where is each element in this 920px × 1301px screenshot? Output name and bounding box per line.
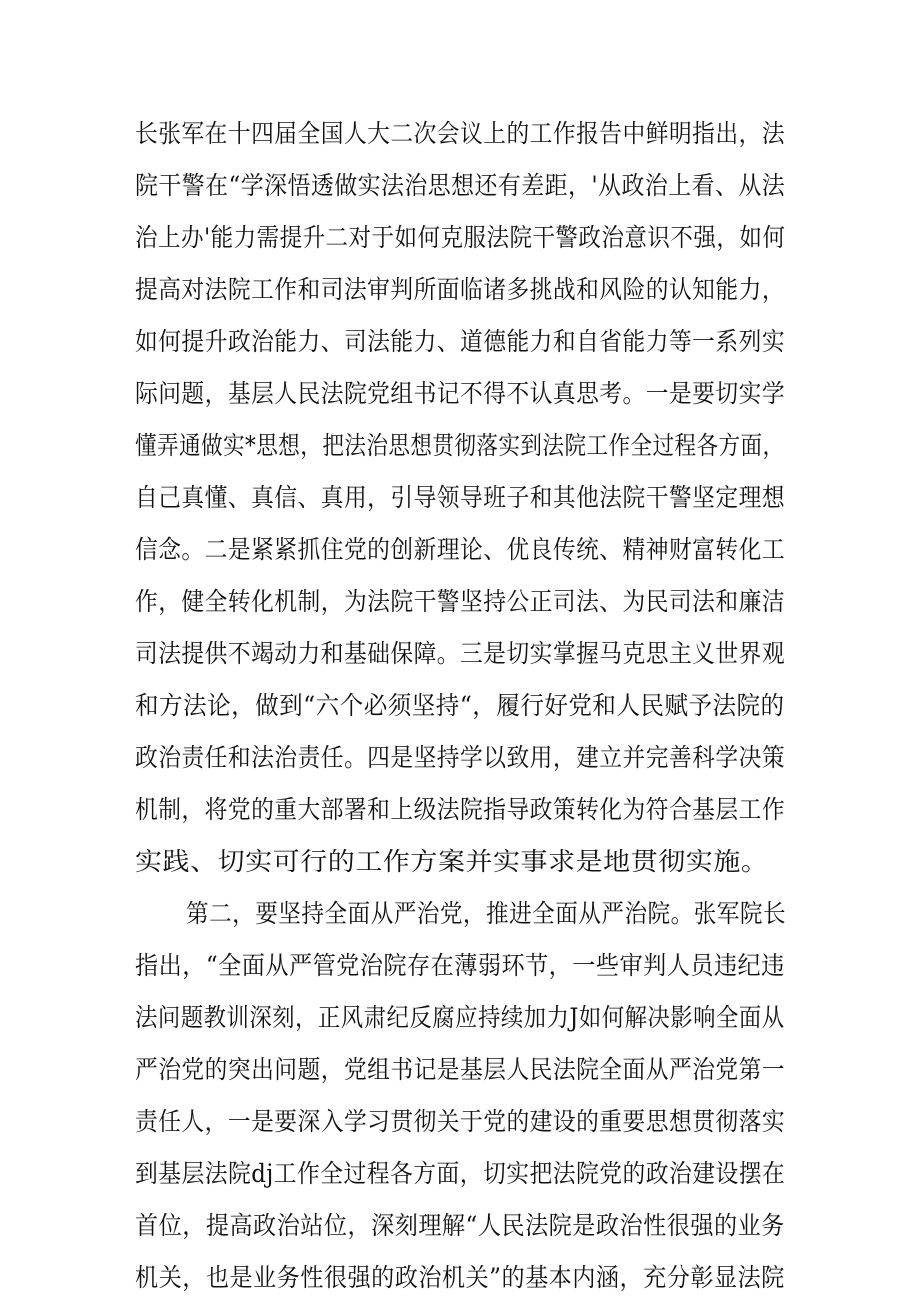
paragraph-first-line: 第二，要坚持全面从严治党，推进全面从严治院。张军院长 [186, 899, 787, 928]
text-line: 信念。二是紧紧抓住党的创新理论、优良传统、精神财富转化工 [135, 535, 786, 564]
text-line: 严治党的突出问题，党组书记是基层人民法院全面从严治党第一 [135, 1055, 786, 1084]
text-line: 法问题教训深刻，正风肃纪反腐应持续加力J如何解决影响全面从 [135, 1003, 785, 1032]
text-line: 首位，提高政治站位，深刻理解“人民法院是政治性很强的业务 [135, 1211, 785, 1240]
text-line: 到基层法院dj工作全过程各方面，切实把法院党的政治建设摆在 [135, 1159, 786, 1188]
text-line: 治上办'能力需提升二对于如何克服法院干警政治意识不强，如何 [135, 223, 786, 252]
text-line: 机关，也是业务性很强的政治机关”的基本内涵，充分彰显法院 [135, 1263, 785, 1292]
text-line: 和方法论，做到“六个必须坚持“，履行好党和人民赋予法院的 [135, 691, 785, 720]
text-line: 提高对法院工作和司法审判所面临诸多挑战和风险的认知能力， [135, 275, 786, 304]
text-line: 实践、切实可行的工作方案并实事求是地贯彻实施。 [135, 847, 769, 876]
text-line: 司法提供不竭动力和基础保障。三是切实掌握马克思主义世界观 [135, 639, 786, 668]
text-line: 指出，“全面从严管党治院存在薄弱环节，一些审判人员违纪违 [135, 951, 785, 980]
text-line: 如何提升政治能力、司法能力、道德能力和自省能力等一系列实 [135, 327, 786, 356]
text-line: 作，健全转化机制，为法院干警坚持公正司法、为民司法和廉洁 [135, 587, 786, 616]
text-line: 际问题，基层人民法院党组书记不得不认真思考。一是要切实学 [135, 379, 786, 408]
text-line: 机制，将党的重大部署和上级法院指导政策转化为符合基层工作 [135, 795, 786, 824]
text-line: 懂弄通做实*思想，把法治思想贯彻落实到法院工作全过程各方面， [135, 431, 785, 460]
text-line: 责任人，一是要深入学习贯彻关于党的建设的重要思想贯彻落实 [135, 1107, 786, 1136]
text-line: 院干警在“学深悟透做实法治思想还有差距，'从政治上看、从法 [135, 171, 786, 200]
text-line: 自己真懂、真信、真用，引导领导班子和其他法院干警坚定理想 [135, 483, 786, 512]
text-line: 政治责任和法治责任。四是坚持学以致用，建立并完善科学决策 [135, 743, 786, 772]
text-line: 长张军在十四届全国人大二次会议上的工作报告中鲜明指出，法 [135, 119, 786, 148]
